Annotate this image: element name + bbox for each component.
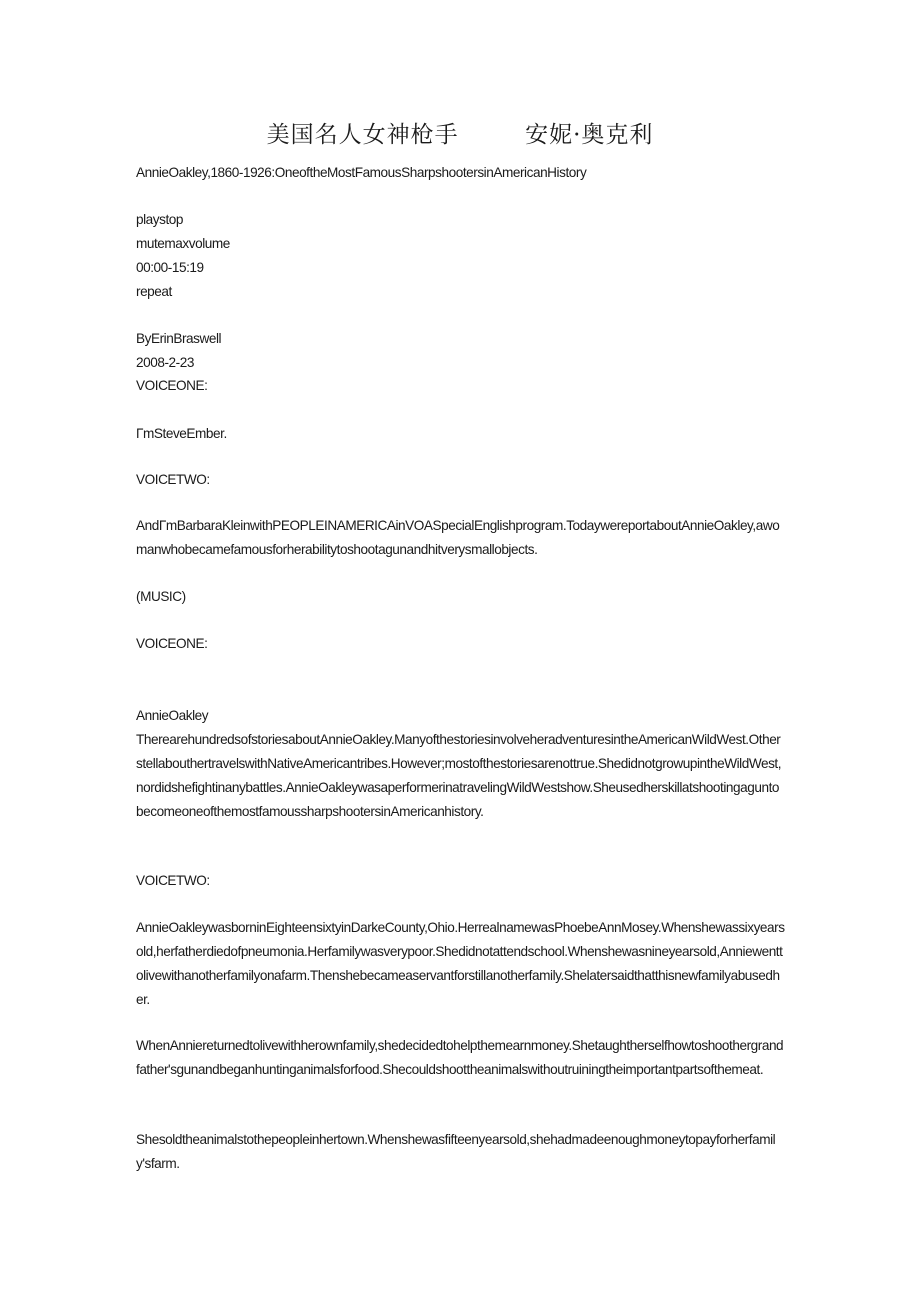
speaker-label: VOICEONE: bbox=[136, 378, 208, 393]
paragraph: Shesoldtheanimalstothepeopleinhertown.Whenshewasfifteenyearsold,shehadmadeenoughmoneytopayforherfamily'sfarm. bbox=[136, 1132, 776, 1171]
document-title: 美国名人女神枪手 安妮·奥克利 bbox=[266, 122, 654, 148]
paragraph: TherearehundredsofstoriesaboutAnnieOakley.ManyofthestoriesinvolveheradventuresintheAmericanWildWest.OtherstellabouthertravelswithNativeAmericantribes.However;mostofthestoriesarenottrue.ShedidnotgrowupintheWildWest,nordidshefightinanybattles.AnnieOakleywasaperformerinatravelingWildWestshow.SheusedherskillatshootingaguntobecomeoneofthemostfamoussharpshootersinAmericanhistory. bbox=[136, 732, 782, 819]
byline-date: 2008-2-23 bbox=[136, 355, 194, 370]
paragraph: ΓmSteveEmber. bbox=[136, 426, 227, 441]
speaker-label: VOICETWO: bbox=[136, 472, 210, 487]
player-controls-play-stop: playstop bbox=[136, 212, 184, 227]
byline-author: ByErinBraswell bbox=[136, 331, 222, 346]
player-controls-volume: mutemaxvolume bbox=[136, 236, 230, 251]
music-cue: (MUSIC) bbox=[136, 589, 186, 604]
player-repeat: repeat bbox=[136, 284, 172, 299]
paragraph: AnnieOakleywasborninEighteensixtyinDarkeCounty,Ohio.HerrealnamewasPhoebeAnnMosey.Whenshewassixyearsold,herfatherdiedofpneumonia.Herfamilywasverypoor.Shedidnotattendschool.Whenshewasnineyearsold,Anniewenttolivewithanotherfamilyonafarm.Thenshebecameaservantforstillanotherfamily.Shelatersaidthatthisnewfamilyabusedher. bbox=[136, 920, 785, 1007]
paragraph: AndΓmBarbaraKleinwithPEOPLEINAMERICAinVOASpecialEnglishprogram.TodaywereportaboutAnnieOakley,awomanwhobecamefamousforherabilitytoshootagunandhitverysmallobjects. bbox=[136, 518, 780, 557]
paragraph: WhenAnniereturnedtolivewithherownfamily,shedecidedtohelpthemearnmoney.Shetaughtherselfhowtoshoothergrandfather'sgunandbeganhuntinganimalsforfood.Shecouldshoottheanimalswithoutruiningtheimportantpartsofthemeat. bbox=[136, 1038, 784, 1077]
speaker-label: VOICETWO: bbox=[136, 873, 210, 888]
section-heading: AnnieOakley bbox=[136, 708, 209, 723]
document-subtitle: AnnieOakley,1860-1926:OneoftheMostFamousSharpshootersinAmericanHistory bbox=[136, 165, 587, 180]
speaker-label: VOICEONE: bbox=[136, 636, 208, 651]
player-time: 00:00-15:19 bbox=[136, 260, 204, 275]
